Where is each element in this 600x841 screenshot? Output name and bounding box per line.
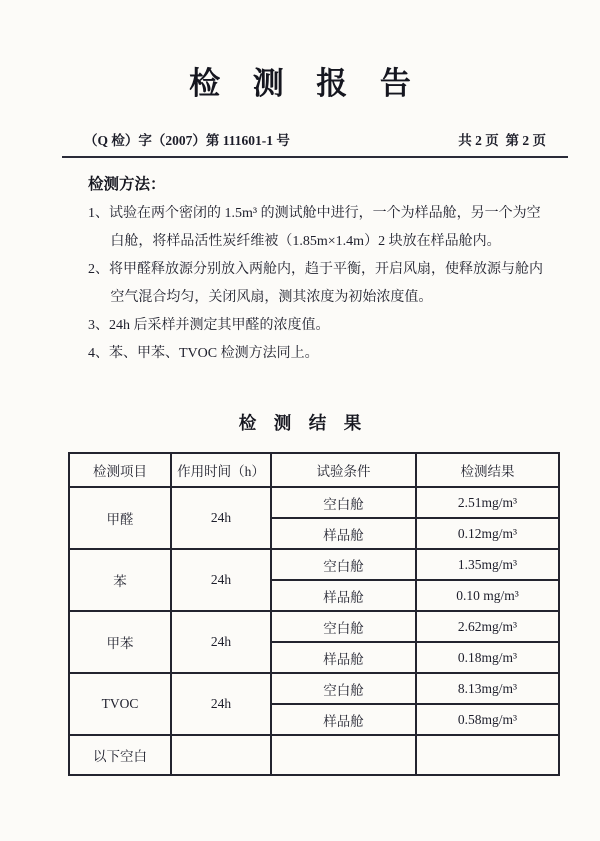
footer-label-cell: 以下空白 — [69, 735, 171, 775]
item-cell: 甲醛 — [69, 487, 171, 549]
empty-cell — [271, 735, 416, 775]
result-cell: 0.18mg/m³ — [416, 642, 559, 673]
result-cell: 0.10 mg/m³ — [416, 580, 559, 611]
table-row — [69, 487, 559, 518]
page-indicator: 共 2 页 第 2 页 — [458, 133, 546, 148]
condition-cell: 空白舱 — [271, 611, 416, 642]
condition-cell: 空白舱 — [271, 487, 416, 518]
time-cell: 24h — [171, 487, 271, 549]
condition-cell: 样品舱 — [271, 642, 416, 673]
header-divider — [62, 156, 568, 158]
result-cell: 0.12mg/m³ — [416, 518, 559, 549]
condition-cell: 样品舱 — [271, 704, 416, 735]
item-cell: TVOC — [69, 673, 171, 735]
method-item-1: 1、试验在两个密闭的 1.5m³ 的测试舱中进行，一个为样品舱，另一个为空白舱，将样品活性炭纤维被（1.85m×1.4m）2 块放在样品舱内。 — [88, 206, 541, 249]
time-cell: 24h — [171, 673, 271, 735]
condition-cell: 空白舱 — [271, 549, 416, 580]
results-table-header — [69, 453, 559, 487]
method-item-3: 3、24h 后采样并测定其甲醛的浓度值。 — [88, 318, 330, 333]
result-cell: 2.62mg/m³ — [416, 611, 559, 642]
page-title: 检测报告 — [189, 66, 444, 101]
table-row — [69, 611, 559, 642]
condition-cell: 空白舱 — [271, 673, 416, 704]
results-heading: 检测结果 — [238, 413, 379, 433]
results-table — [68, 452, 560, 776]
document-meta-row — [84, 129, 546, 149]
empty-cell — [171, 735, 271, 775]
column-header-item: 检测项目 — [69, 453, 171, 487]
document-number: （Q 检）字（2007）第 111601-1 号 — [84, 133, 290, 148]
column-header-result: 检测结果 — [416, 453, 559, 487]
methods-heading: 检测方法： — [88, 176, 166, 193]
result-cell: 8.13mg/m³ — [416, 673, 559, 704]
empty-cell — [416, 735, 559, 775]
method-item-2: 2、将甲醛释放源分别放入两舱内，趋于平衡，开启风扇，使释放源与舱内空气混合均匀，关闭风扇，测其浓度为初始浓度值。 — [88, 262, 543, 305]
methods-section — [88, 172, 544, 368]
condition-cell: 样品舱 — [271, 580, 416, 611]
table-row — [69, 673, 559, 704]
table-row — [69, 549, 559, 580]
table-header-row — [69, 453, 559, 487]
time-cell: 24h — [171, 611, 271, 673]
column-header-condition: 试验条件 — [271, 453, 416, 487]
result-cell: 1.35mg/m³ — [416, 549, 559, 580]
column-header-time: 作用时间（h） — [171, 453, 271, 487]
table-footer-row — [69, 735, 559, 775]
result-cell: 2.51mg/m³ — [416, 487, 559, 518]
condition-cell: 样品舱 — [271, 518, 416, 549]
item-cell: 苯 — [69, 549, 171, 611]
time-cell: 24h — [171, 549, 271, 611]
result-cell: 0.58mg/m³ — [416, 704, 559, 735]
method-item-4: 4、苯、甲苯、TVOC 检测方法同上。 — [88, 346, 319, 361]
item-cell: 甲苯 — [69, 611, 171, 673]
